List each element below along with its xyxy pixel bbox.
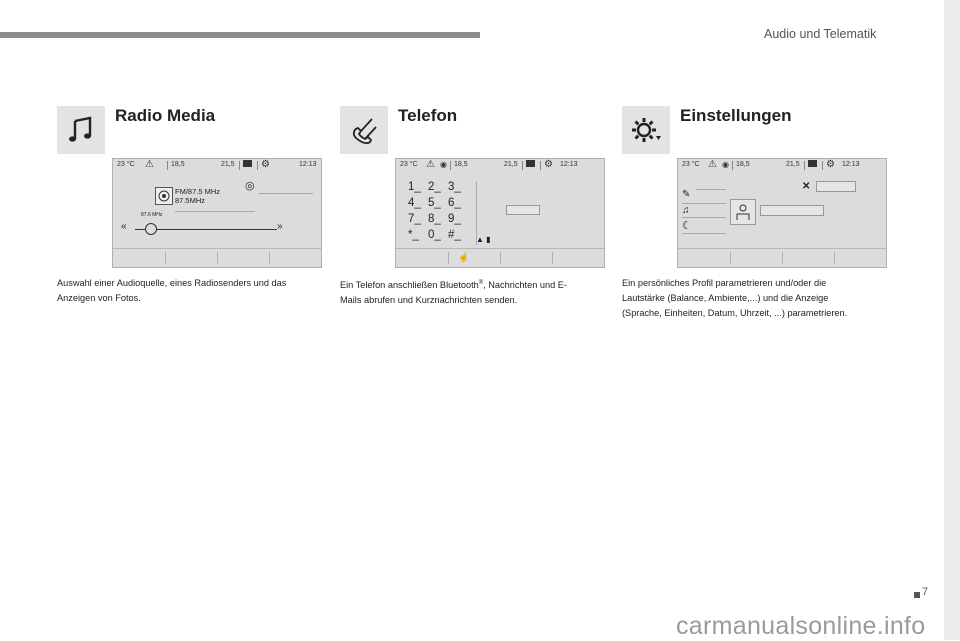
keypad-key[interactable]: 0_	[428, 229, 441, 241]
dial-keypad	[408, 181, 466, 245]
telefon-description: Ein Telefon anschließen Bluetooth®, Nachrichten und E-Mails abrufen und Kurznachrichten senden.	[340, 280, 567, 306]
status-bar	[678, 159, 886, 172]
keypad-key[interactable]: 7_	[408, 213, 421, 225]
hand-icon[interactable]: ☝	[458, 252, 470, 262]
station-frequency: 87.5MHz	[175, 196, 206, 205]
audio-settings-icon[interactable]: ♫	[682, 205, 690, 216]
einstellungen-description: Ein persönliches Profil parametrieren und/oder die Lautstärke (Balance, Ambiente,...) und die Anzeige (Sprache, Einheiten, Datum, Uhrzeit, ...) parametrieren.	[622, 278, 848, 318]
tuner-slider-handle[interactable]	[145, 223, 157, 235]
music-note-icon	[57, 106, 105, 154]
keypad-key[interactable]: 6_	[448, 197, 461, 209]
keypad-key[interactable]: 5_	[428, 197, 441, 209]
einstellungen-screen	[677, 158, 887, 268]
page-edge-strip	[944, 0, 960, 640]
keypad-row	[408, 181, 466, 197]
scale-label: 87.6 MHz	[141, 212, 163, 218]
left-value: 18,5	[736, 161, 750, 168]
car-icon	[243, 160, 252, 167]
keypad-key[interactable]: 9_	[448, 213, 461, 225]
seek-back-button[interactable]: «	[121, 221, 127, 232]
temperature: 23 °C	[400, 161, 418, 168]
status-bar	[396, 159, 604, 172]
keypad-key[interactable]: *_	[408, 229, 419, 241]
status-bar	[113, 159, 321, 172]
telefon-screen	[395, 158, 605, 268]
keypad-key[interactable]: 8_	[428, 213, 441, 225]
section-title: Einstellungen	[680, 106, 792, 125]
profile-button[interactable]	[730, 199, 756, 225]
watermark: carmanualsonline.info	[676, 612, 926, 640]
option-field[interactable]	[816, 181, 856, 192]
warning-icon: ⚠	[145, 159, 154, 170]
phone-icon	[340, 106, 388, 154]
keypad-key[interactable]: 3_	[448, 181, 461, 193]
antenna-icon: ◉	[440, 160, 447, 169]
station-name: FM/87.5 MHz	[175, 187, 221, 196]
radio-antenna-icon	[155, 187, 173, 205]
keypad-key[interactable]: 2_	[428, 181, 441, 193]
section-title: Radio Media	[115, 106, 216, 125]
telefon-nav-bar	[396, 248, 604, 267]
warning-icon: ⚠	[708, 159, 717, 170]
section-title: Telefon	[398, 106, 458, 125]
clock-time: 12:13	[842, 161, 860, 168]
radio-nav-bar	[113, 248, 321, 267]
temperature: 23 °C	[117, 161, 135, 168]
page-number: 7	[922, 586, 929, 598]
right-value: 21,5	[786, 161, 800, 168]
number-field[interactable]	[506, 205, 540, 215]
profile-name-field[interactable]	[760, 205, 824, 216]
top-rule	[0, 32, 480, 38]
temperature: 23 °C	[682, 161, 700, 168]
keypad-row	[408, 197, 466, 213]
gear-icon: ⚙	[261, 159, 270, 170]
right-value: 21,5	[504, 161, 518, 168]
einstellungen-nav-bar	[678, 248, 886, 267]
keypad-key[interactable]: #_	[448, 229, 461, 241]
station-info	[175, 187, 220, 205]
antenna-icon: ◉	[722, 160, 729, 169]
keypad-key[interactable]: 4_	[408, 197, 421, 209]
seek-forward-button[interactable]: »	[277, 221, 283, 232]
settings-gear-icon	[622, 106, 670, 154]
warning-icon: ⚠	[426, 159, 435, 170]
close-icon[interactable]: ✕	[802, 181, 811, 192]
radio-wave-icon: ◎	[245, 180, 255, 192]
left-value: 18,5	[171, 161, 185, 168]
clock-time: 12:13	[560, 161, 578, 168]
keypad-row	[408, 213, 466, 229]
radio-screen	[112, 158, 322, 268]
right-value: 21,5	[221, 161, 235, 168]
chapter-title: Audio und Telematik	[764, 27, 877, 41]
sound-settings-icon[interactable]: ✎	[682, 189, 691, 200]
keypad-row	[408, 229, 466, 245]
signal-battery-icon: ▲ ▮	[476, 235, 491, 244]
car-icon	[526, 160, 535, 167]
gear-icon: ⚙	[826, 159, 835, 170]
page-marker	[914, 592, 920, 598]
night-mode-icon[interactable]: ☾	[682, 220, 692, 232]
car-icon	[808, 160, 817, 167]
keypad-key[interactable]: 1_	[408, 181, 421, 193]
radio-description: Auswahl einer Audioquelle, eines Radiosenders und das Anzeigen von Fotos.	[57, 278, 287, 303]
left-value: 18,5	[454, 161, 468, 168]
clock-time: 12:13	[299, 161, 317, 168]
gear-icon: ⚙	[544, 159, 553, 170]
